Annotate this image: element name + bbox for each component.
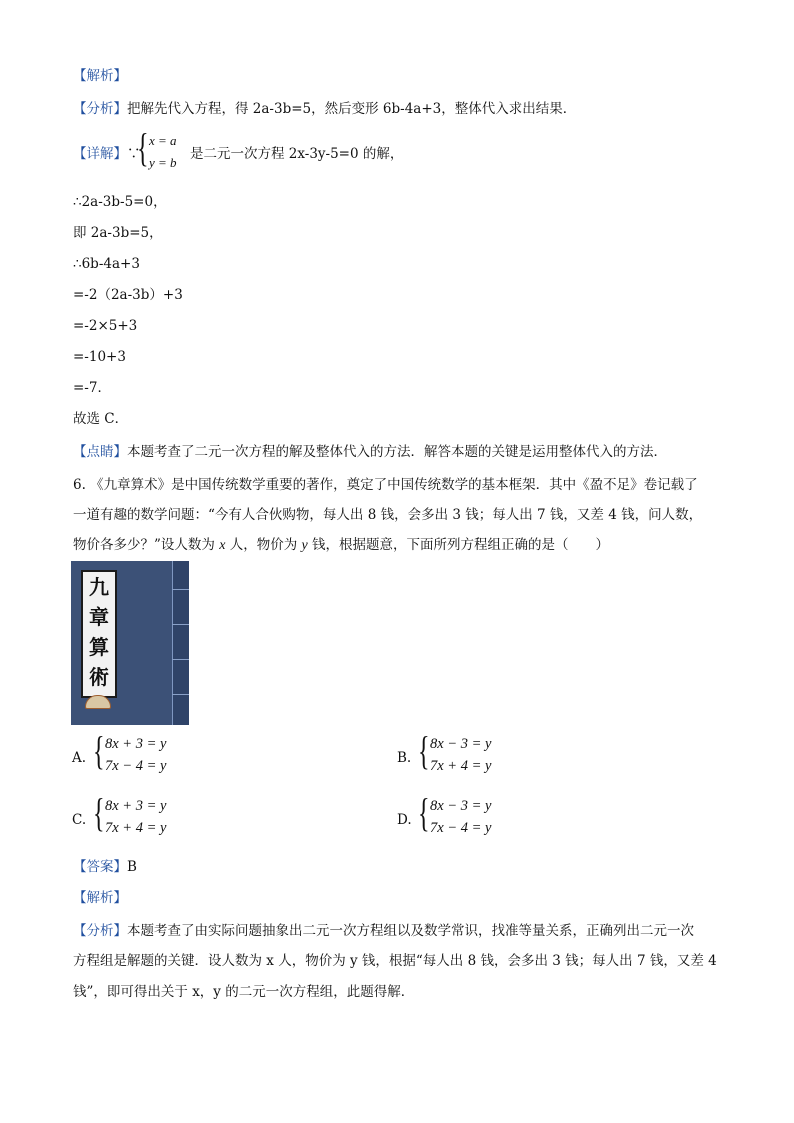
option-d-label: D. (397, 812, 412, 828)
q5-detail-line (73, 145, 141, 163)
option-b-eq-1: 8x − 3 = y (430, 736, 492, 752)
brace-symbol: { (137, 125, 149, 170)
tag-dianjing: 【点睛】 (73, 444, 127, 460)
section-tag-jiexi: 【解析】 (73, 68, 127, 84)
because-symbol: ∵ (127, 146, 141, 162)
q6-line3-part-a: 物价各多少？”设人数为 (73, 537, 220, 553)
option-c-system (93, 790, 183, 842)
book-cover-image (71, 561, 189, 725)
sys-line-2: y = b (149, 155, 177, 170)
q6-analysis-line-3: 钱”，即可得出关于 x，y 的二元一次方程组，此题得解． (73, 984, 415, 1000)
q6-tag-jiexi: 【解析】 (73, 890, 127, 906)
book-title-char: 章 (89, 605, 109, 629)
q5-comment (73, 443, 667, 461)
option-a-system (93, 728, 183, 780)
tag-fenxi: 【分析】 (73, 923, 127, 939)
q6-text-line-1: 6. 《九章算术》是中国传统数学重要的著作，奠定了中国传统数学的基本框架．其中《盈不足》卷记载了 (73, 477, 698, 493)
option-a-eq-2: 7x − 4 = y (105, 758, 167, 774)
q5-step-5: =-2×5+3 (73, 318, 138, 334)
q6-text-line-3 (73, 536, 609, 555)
option-c-eq-1: 8x + 3 = y (105, 798, 167, 814)
q6-analysis-text-1: 本题考查了由实际问题抽象出二元一次方程组以及数学常识，找准等量关系，正确列出二元一次 (127, 923, 694, 939)
q5-step-1: ∴2a-3b-5=0， (73, 194, 167, 210)
book-title-char: 算 (89, 635, 109, 659)
option-a-eq-1: 8x + 3 = y (105, 736, 167, 752)
brace-symbol: { (418, 790, 430, 835)
tag-daan: 【答案】 (73, 859, 127, 875)
q5-analysis (73, 100, 576, 118)
q5-step-3: ∴6b-4a+3 (73, 256, 140, 272)
q5-analysis-text: 把解先代入方程，得 2a-3b=5，然后变形 6b-4a+3，整体代入求出结果． (127, 101, 577, 117)
q6-text-line-2: 一道有趣的数学问题：“今有人合伙购物，每人出 8 钱，会多出 3 钱；每人出 7 钱，又差 4 钱，问人数， (73, 507, 703, 523)
option-d-eq-2: 7x − 4 = y (430, 820, 492, 836)
brace-symbol: { (418, 728, 430, 773)
book-title-char: 九 (89, 575, 109, 599)
option-c-eq-2: 7x + 4 = y (105, 820, 167, 836)
option-d-eq-1: 8x − 3 = y (430, 798, 492, 814)
q5-step-6: =-10+3 (73, 349, 126, 365)
q5-step-8: 故选 C． (73, 411, 129, 427)
var-x: x (219, 538, 226, 553)
book-stitch (172, 659, 189, 660)
q6-line3-part-b: 人，物价为 (225, 537, 302, 553)
q5-step-7: =-7． (73, 380, 111, 396)
book-title-label (81, 570, 117, 698)
book-stitch (172, 694, 189, 695)
q6-analysis-line-1 (73, 922, 694, 940)
option-a-label: A. (72, 750, 87, 766)
brace-symbol: { (93, 790, 105, 835)
book-title-char: 術 (89, 665, 109, 689)
option-c-label: C. (72, 812, 87, 828)
q6-analysis-line-2: 方程组是解题的关键．设人数为 x 人，物价为 y 钱，根据“每人出 8 钱，会多出 3 钱；每人出 7 钱，又差 4 (73, 953, 717, 969)
q5-equation-system (137, 125, 189, 175)
option-b-label: B. (397, 750, 412, 766)
book-stitch (172, 624, 189, 625)
tag-xiangjie: 【详解】 (73, 146, 127, 162)
brace-symbol: { (93, 728, 105, 773)
q5-step-4: =-2（2a-3b）+3 (73, 287, 183, 303)
option-b-eq-2: 7x + 4 = y (430, 758, 492, 774)
option-b-system (418, 728, 508, 780)
q5-step-2: 即 2a-3b=5， (73, 225, 163, 241)
q6-answer (73, 858, 137, 876)
book-spine (172, 561, 189, 725)
var-y: y (301, 538, 308, 553)
tag-fenxi: 【分析】 (73, 101, 127, 117)
sys-line-1: x = a (149, 133, 177, 148)
option-d-system (418, 790, 508, 842)
book-stitch (172, 589, 189, 590)
q6-answer-value: B (127, 859, 137, 875)
q5-comment-text: 本题考查了二元一次方程的解及整体代入的方法．解答本题的关键是运用整体代入的方法． (127, 444, 667, 460)
q6-line3-part-c: 钱，根据题意，下面所列方程组正确的是（ ） (307, 537, 610, 553)
book-seam (172, 561, 173, 725)
q5-detail-suffix: 是二元一次方程 2x-3y-5=0 的解， (190, 146, 404, 162)
